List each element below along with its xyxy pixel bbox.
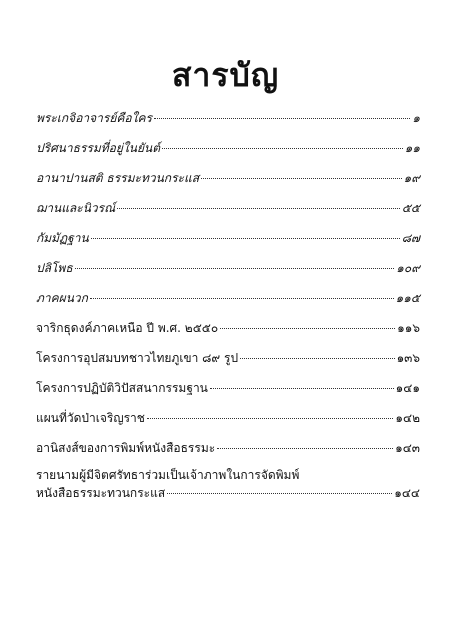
- toc-entry-page: ๑๔๑: [395, 381, 420, 395]
- toc-entry-page: ๕๕: [401, 201, 420, 215]
- toc-entry-title: ภาคผนวก: [36, 291, 88, 305]
- toc-entry: [36, 313, 420, 343]
- toc-entry-title: ปริศนาธรรมที่อยู่ในยันต์: [36, 141, 160, 155]
- toc-entry-title: โครงการอุปสมบทชาวไทยภูเขา ๘๙ รูป: [36, 351, 239, 365]
- toc-entry-title: พระเกจิอาจารย์คือใคร: [36, 111, 152, 125]
- dot-leader: [217, 448, 393, 449]
- dot-leader: [167, 493, 392, 494]
- dot-leader: [90, 298, 394, 299]
- toc-entry-title-line1: รายนามผู้มีจิตศรัทธาร่วมเป็นเจ้าภาพในการจัดพิมพ์: [36, 468, 300, 482]
- dot-leader: [162, 148, 403, 149]
- toc-entry-page: ๑๔๒: [395, 411, 420, 425]
- dot-leader: [201, 178, 402, 179]
- toc-entry: [36, 103, 420, 133]
- toc-entry-title: ฌานและนิวรณ์: [36, 201, 116, 215]
- dot-leader: [147, 418, 393, 419]
- toc-entry: [36, 283, 420, 313]
- toc-entry-page: ๑๔๓: [395, 441, 420, 455]
- dot-leader: [117, 208, 400, 209]
- dot-leader: [75, 268, 395, 269]
- toc-entry-page: ๑๐๙: [396, 261, 420, 275]
- toc-entry-multiline: [36, 463, 420, 505]
- toc-entry-row2: [36, 484, 420, 502]
- toc-entry: [36, 403, 420, 433]
- toc-entry-page: ๑๑๕: [395, 291, 420, 305]
- toc-entry-page: ๑๑๖: [397, 321, 420, 335]
- table-of-contents: [36, 103, 420, 505]
- toc-entry-page: ๑๓๖: [396, 351, 420, 365]
- toc-entry: [36, 193, 420, 223]
- toc-entry-title: โครงการปฏิบัติวิปัสสนากรรมฐาน: [36, 381, 208, 395]
- toc-entry-title: ปลิโพธ: [36, 261, 73, 275]
- toc-entry-title: อานิสงส์ของการพิมพ์หนังสือธรรมะ: [36, 441, 216, 455]
- toc-entry: [36, 223, 420, 253]
- toc-entry: [36, 343, 420, 373]
- toc-entry-title-line2: หนังสือธรรมะทวนกระแส: [36, 486, 166, 500]
- dot-leader: [210, 388, 394, 389]
- toc-entry: [36, 163, 420, 193]
- dot-leader: [154, 118, 410, 119]
- toc-entry: [36, 373, 420, 403]
- toc-entry-page: ๑๙: [403, 171, 420, 185]
- toc-entry: [36, 253, 420, 283]
- toc-entry-title: อานาปานสติ ธรรมะทวนกระแส: [36, 171, 200, 185]
- page-title: สารบัญ: [171, 56, 280, 94]
- toc-entry-page: ๘๗: [401, 231, 420, 245]
- dot-leader: [91, 238, 400, 239]
- toc-entry: [36, 433, 420, 463]
- dot-leader: [220, 328, 395, 329]
- toc-entry-title: กัมมัฏฐาน: [36, 231, 89, 245]
- toc-entry-title: จาริกธุดงค์ภาคเหนือ ปี พ.ศ. ๒๕๕๐: [36, 321, 219, 335]
- toc-entry-page: ๑: [412, 111, 420, 125]
- toc-entry: [36, 133, 420, 163]
- toc-entry-title: แผนที่วัดป่าเจริญราช: [36, 411, 145, 425]
- toc-entry-page: ๑๔๔: [394, 486, 420, 500]
- dot-leader: [240, 358, 394, 359]
- toc-entry-page: ๑๑: [404, 141, 420, 155]
